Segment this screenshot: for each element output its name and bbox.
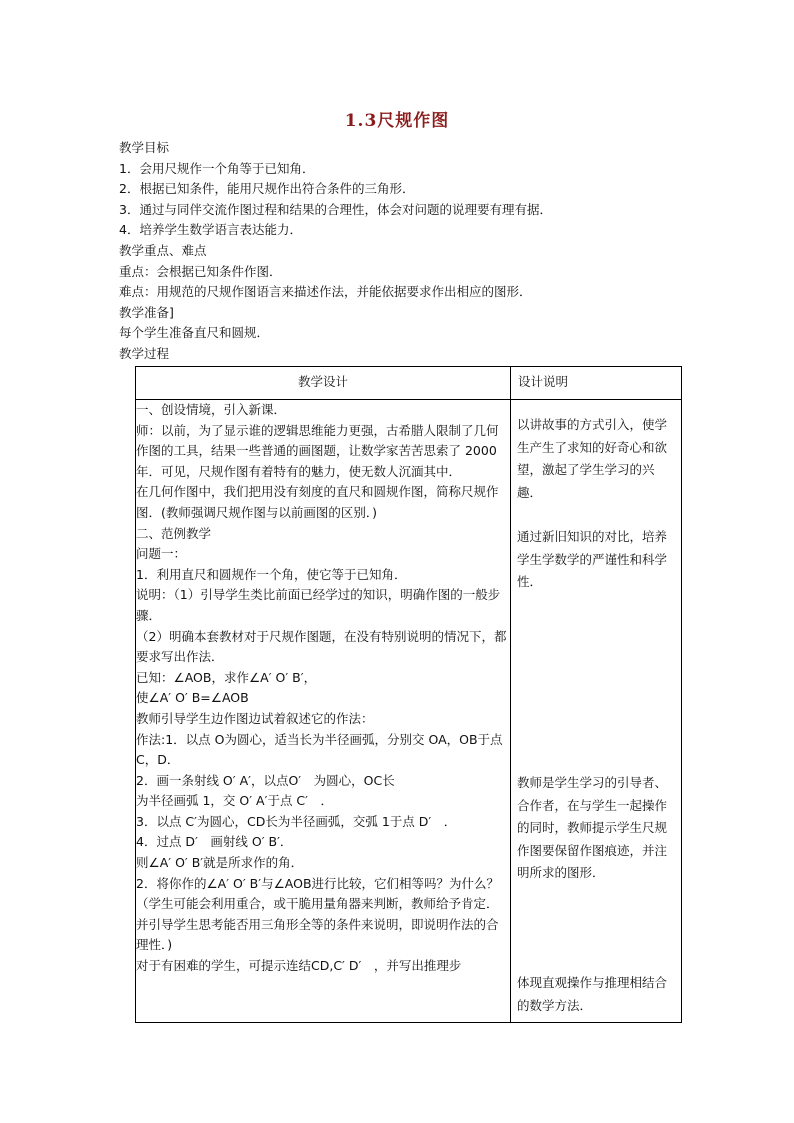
design-paragraph: 在几何作图中，我们把用没有刻度的直尺和圆规作图，简称尺规作图．(教师强调尺规作图与以前画图的区别．) (136, 484, 499, 520)
key-point-text: 重点：会根据已知条件作图． (119, 263, 282, 279)
design-paragraph: 2．将你作的∠A′ O′ B′与∠AOB进行比较，它们相等吗？为什么？ (136, 875, 500, 891)
design-paragraph: 为半径画弧 1，交 O′ A′于点 C′ ． (136, 793, 333, 809)
design-paragraph: （学生可能会利用重合，或干脆用量角器来判断，教师给予肯定．并引导学生思考能否用三角形全等的条件来说明，即说明作法的合理性．) (136, 896, 499, 953)
objective-item: 4．培养学生数学语言表达能力． (119, 222, 302, 238)
design-paragraph: 则∠A′ O′ B′就是所求作的角． (136, 855, 304, 871)
preparation-text: 每个学生准备直尺和圆规． (119, 325, 270, 341)
section-heading-preparation: 教学准备] (119, 304, 174, 320)
document-title: 1.3尺规作图 (344, 111, 450, 131)
design-paragraph: 师：以前，为了显示谁的逻辑思维能力更强，古希腊人限制了几何作图的工具，结果一些普通的画图题，让数学家苦苦思索了 2000年．可见，尺规作图有着特有的魅力，使无数人沉湎其中． (136, 422, 499, 479)
design-note: 体现直观操作与推理相结合的数学方法． (517, 975, 668, 1013)
table-body-row (136, 400, 682, 1023)
section-heading-key-points: 教学重点、难点 (119, 242, 207, 258)
notes-cell (511, 400, 682, 1023)
design-paragraph: 作法:1．以点 O为圆心，适当长为半径画弧，分别交 OA，OB于点 C，D． (136, 731, 503, 768)
design-paragraph: 已知：∠AOB，求作∠A′ O′ B′， (136, 669, 317, 685)
design-cell (136, 400, 511, 1023)
section-heading-objectives: 教学目标 (119, 140, 170, 155)
design-paragraph: （2）明确本套教材对于尺规作图题，在没有特别说明的情况下，都要求写出作法． (136, 628, 507, 665)
intro-section (119, 138, 719, 365)
design-paragraph: 对于有困难的学生，可提示连结CD,C′ D′ ，并写出推理步 (136, 958, 462, 974)
lesson-table (135, 366, 682, 1023)
design-paragraph: 二、范例教学 (136, 525, 212, 541)
difficulty-text: 难点：用规范的尺规作图语言来描述作法，并能依据要求作出相应的图形． (119, 284, 532, 300)
objective-item: 2．根据已知条件，能用尺规作出符合条件的三角形． (119, 181, 415, 197)
design-note: 教师是学生学习的引导者、合作者，在与学生一起操作的同时，教师提示学生尺规作图要保留作图痕迹，并注明所求的图形． (517, 775, 668, 881)
design-paragraph: 问题一： (136, 546, 187, 562)
section-heading-process: 教学过程 (119, 345, 170, 361)
design-paragraph: 一、创设情境，引入新课． (136, 402, 287, 417)
objective-item: 3．通过与同伴交流作图过程和结果的合理性，体会对问题的说理要有理有据． (119, 201, 552, 217)
design-paragraph: 教师引导学生边作图边试着叙述它的作法： (136, 710, 374, 726)
design-paragraph: 2．画一条射线 O′ A′，以点O′ 为圆心，OC长 (136, 772, 395, 788)
design-paragraph: 4．过点 D′ 画射线 O′ B′． (136, 834, 293, 850)
table-header-row (136, 367, 682, 400)
design-note: 以讲故事的方式引入，使学生产生了求知的好奇心和欲望，激起了学生学习的兴趣． (517, 417, 668, 500)
header-teaching-design: 教学设计 (136, 367, 511, 400)
header-design-notes: 设计说明 (511, 367, 682, 400)
design-paragraph: 说明：（1）引导学生类比前面已经学过的知识，明确作图的一般步骤． (136, 587, 501, 623)
design-paragraph: 3．以点 C′为圆心，CD长为半径画弧，交弧 1于点 D′ ． (136, 813, 457, 829)
objective-item: 1．会用尺规作一个角等于已知角． (119, 160, 315, 176)
design-paragraph: 1．利用直尺和圆规作一个角，使它等于已知角． (136, 566, 407, 582)
design-note: 通过新旧知识的对比，培养学生学数学的严谨性和科学性． (517, 529, 668, 590)
design-paragraph: 使∠A′ O′ B=∠AOB (136, 690, 249, 706)
